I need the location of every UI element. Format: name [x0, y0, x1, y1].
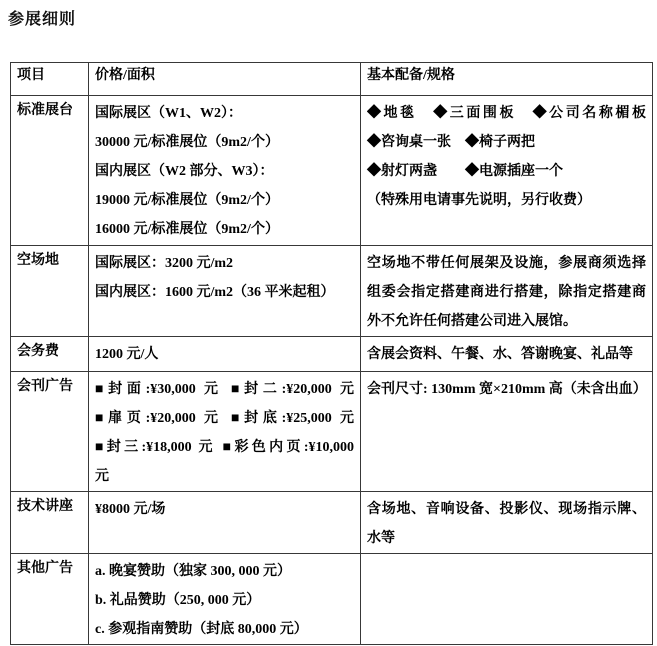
text-line: 30000 元/标准展位（9m2/个） [95, 135, 279, 150]
text-line: 1200 元/人 [95, 347, 159, 362]
item-cell: 标准展台 [11, 96, 89, 246]
spec-cell [361, 246, 653, 337]
price-cell [89, 337, 361, 372]
price-cell [89, 492, 361, 554]
header-spec: 基本配备/规格 [361, 63, 653, 96]
text-line: b. 礼品赞助（250, 000 元） [95, 593, 261, 608]
text-line: 16000 元/标准展位（9m2/个） [95, 222, 279, 237]
text-line: ◆地毯 ◆三面围板 ◆公司名称楣板 [367, 106, 646, 121]
text-line: ◆咨询桌一张 ◆椅子两把 [367, 135, 535, 150]
text-line: ■扉页:¥20,000 元 ■封底:¥25,000 元 [95, 411, 354, 426]
table-row-other-ads [11, 554, 653, 645]
table-row-tech-lecture [11, 492, 653, 554]
page-title: 参展细则 [8, 11, 77, 28]
text-line: 含展会资料、午餐、水、答谢晚宴、礼品等 [367, 347, 633, 362]
text-paragraph: 空场地不带任何展架及设施，参展商须选择组委会指定搭建商进行搭建，除指定搭建商外不允许任何搭建公司进入展馆。 [367, 256, 646, 329]
spec-cell [361, 372, 653, 492]
item-cell: 其他广告 [11, 554, 89, 645]
text-line: 元 [95, 469, 109, 484]
text-line: 会刊尺寸: 130mm 宽×210mm 高（未含出血） [367, 382, 647, 397]
item-cell: 技术讲座 [11, 492, 89, 554]
text-line: （特殊用电请事先说明，另行收费） [367, 193, 591, 208]
text-line: 国际展区：3200 元/m2 [95, 256, 234, 271]
text-line: 19000 元/标准展位（9m2/个） [95, 193, 279, 208]
table-row-journal-ads [11, 372, 653, 492]
text-line: 国内展区：1600 元/m2（36 平米起租） [95, 285, 335, 300]
table-row-conference-fee [11, 337, 653, 372]
spec-cell [361, 492, 653, 554]
header-item: 项目 [11, 63, 89, 96]
header-price-area: 价格/面积 [89, 63, 361, 96]
text-line: ¥8000 元/场 [95, 502, 166, 517]
item-cell: 空场地 [11, 246, 89, 337]
price-cell [89, 96, 361, 246]
text-line: 国内展区（W2 部分、W3）： [95, 164, 274, 179]
text-line: ■封面:¥30,000 元 ■封二:¥20,000 元 [95, 382, 354, 397]
spec-cell [361, 96, 653, 246]
table-row-standard-booth [11, 96, 653, 246]
spec-cell [361, 554, 653, 645]
text-line: ■封三:¥18,000 元 ■彩色内页:¥10,000 [95, 440, 354, 455]
text-paragraph: 含场地、音响设备、投影仪、现场指示牌、水等 [367, 502, 646, 546]
item-cell: 会务费 [11, 337, 89, 372]
item-cell: 会刊广告 [11, 372, 89, 492]
exhibition-details-table [10, 62, 653, 645]
text-line: c. 参观指南赞助（封底 80,000 元） [95, 622, 308, 637]
table-header-row [11, 63, 653, 96]
text-line: 国际展区（W1、W2）： [95, 106, 242, 121]
price-cell [89, 554, 361, 645]
price-cell [89, 246, 361, 337]
spec-cell [361, 337, 653, 372]
table-row-empty-space [11, 246, 653, 337]
price-cell [89, 372, 361, 492]
text-line: a. 晚宴赞助（独家 300, 000 元） [95, 564, 291, 579]
text-line: ◆射灯两盏 ◆电源插座一个 [367, 164, 563, 179]
